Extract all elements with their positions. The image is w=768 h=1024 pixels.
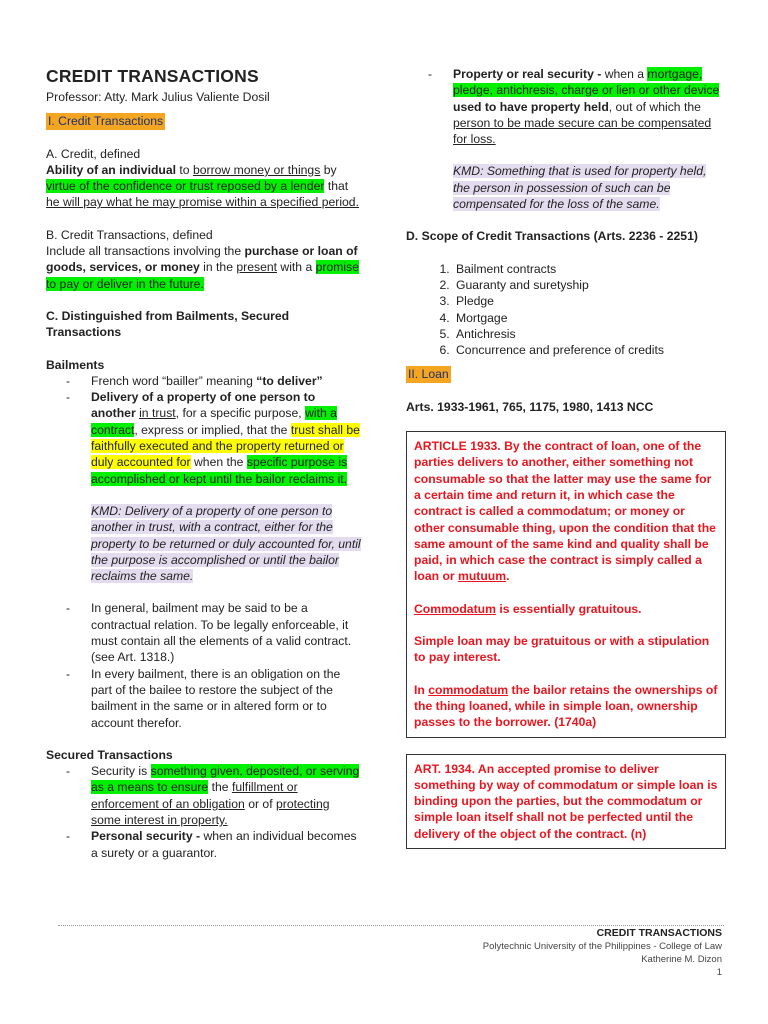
- page-title: CREDIT TRANSACTIONS: [46, 66, 259, 86]
- secured-list-continued: [406, 66, 726, 147]
- list-item: 5. Antichresis: [453, 326, 726, 342]
- credit-defined-heading: A. Credit, defined: [46, 146, 141, 161]
- list-item: 1. Bailment contracts: [453, 261, 726, 277]
- kmd-note-bailment: KMD: Delivery of a property of one person to another in trust, with a contract, either for the property to be returned or duly accounted for, until the purpose is accomplished or until the bailor reclaims the same.: [91, 503, 361, 584]
- page-footer: [483, 927, 722, 979]
- commodatum-note: Commodatum is essentially gratuitous.: [414, 601, 642, 616]
- list-item: 4. Mortgage: [453, 310, 726, 326]
- ownership-note: In commodatum the bailor retains the ownerships of the thing loaned, while in simple loan, ownership passes to the borrower. (1740a): [414, 682, 718, 730]
- arts-reference: Arts. 1933-1961, 765, 1175, 1980, 1413 NCC: [406, 399, 654, 414]
- list-item: - Delivery of a property of one person to another in trust, for a specific purpose, with a contract, express or implied, that the trust shall be faithfully executed and the property returned or duly accounted for when the specific purpose is accomplished or kept until the bailor reclaims it.: [66, 389, 361, 487]
- secured-list: [46, 763, 361, 861]
- credit-transactions-defined-body: Include all transactions involving the purchase or loan of goods, services, or money in the present with a promise to pay or deliver in the future.: [46, 244, 359, 291]
- list-item: - Personal security - when an individual becomes a surety or a guarantor.: [66, 828, 361, 861]
- list-item: 3. Pledge: [453, 293, 726, 309]
- list-item: - In general, bailment may be said to be a contractual relation. To be legally enforceable, it must contain all the elements of a valid contract. (see Art. 1318.): [66, 600, 361, 665]
- footer-school: Polytechnic University of the Philippines - College of Law: [482, 941, 722, 952]
- list-item: - French word “bailler” meaning “to deliver”: [66, 373, 361, 389]
- article-1933-text: ARTICLE 1933. By the contract of loan, one of the parties delivers to another, either something not consumable so that the latter may use the same for a certain time and return it, in which case the contract is called a commodatum; or money or other consumable thing, upon the condition that the same amount of the same kind and quality shall be paid, in which case the contract is simply called a loan or mutuum.: [414, 439, 716, 584]
- article-1934-box: [406, 754, 726, 849]
- list-item: 2. Guaranty and suretyship: [453, 277, 726, 293]
- article-1933-box: [406, 431, 726, 737]
- article-1934-text: ART. 1934. An accepted promise to deliver something by way of commodatum or simple loan is binding upon the parties, but the commodatum or simple loan itself shall not be perfected until the delivery of the object of the contract. (n): [414, 761, 718, 841]
- simple-loan-note: Simple loan may be gratuitous or with a stipulation to pay interest.: [414, 634, 710, 665]
- footer-divider: [58, 925, 724, 926]
- professor-line: Professor: Atty. Mark Julius Valiente Dosil: [46, 90, 270, 104]
- distinguished-heading: C. Distinguished from Bailments, Secured Transactions: [46, 308, 290, 340]
- footer-author: Katherine M. Dizon: [641, 954, 722, 965]
- secured-transactions-heading: Secured Transactions: [46, 747, 173, 762]
- list-item: - Security is something given, deposited, or serving as a means to ensure the fulfillment or enforcement of an obligation or of protecting some interest in property.: [66, 763, 361, 828]
- credit-defined-body: Ability of an individual to borrow money or things by virtue of the confidence or trust reposed by a lender that he will pay what he may promise within a specified period.: [46, 162, 359, 210]
- list-item: - Property or real security - when a mortgage, pledge, antichresis, charge or lien or other device used to have property held, out of which the person to be made secure can be compensated for loss.: [428, 66, 726, 147]
- kmd-note-security: KMD: Something that is used for property held, the person in possession of such can be compensated for the loss of the same.: [453, 164, 707, 212]
- list-item: 6. Concurrence and preference of credits: [453, 342, 726, 358]
- scope-heading: D. Scope of Credit Transactions (Arts. 2236 - 2251): [406, 229, 698, 244]
- footer-title: CREDIT TRANSACTIONS: [596, 927, 722, 939]
- credit-transactions-defined-heading: B. Credit Transactions, defined: [46, 227, 213, 242]
- bailments-list: [46, 373, 361, 487]
- list-item: - In every bailment, there is an obligation on the part of the bailee to restore the subject of the bailment in the same or in altered form or to account therefor.: [66, 666, 361, 731]
- page-number: 1: [716, 967, 722, 978]
- section-heading-credit-transactions: I. Credit Transactions: [48, 114, 164, 129]
- left-column: [46, 66, 361, 861]
- section-heading-loan: II. Loan: [408, 367, 449, 382]
- bailments-list-2: [46, 600, 361, 730]
- right-column: [406, 66, 726, 849]
- scope-list: [406, 261, 726, 359]
- bailments-heading: Bailments: [46, 357, 105, 372]
